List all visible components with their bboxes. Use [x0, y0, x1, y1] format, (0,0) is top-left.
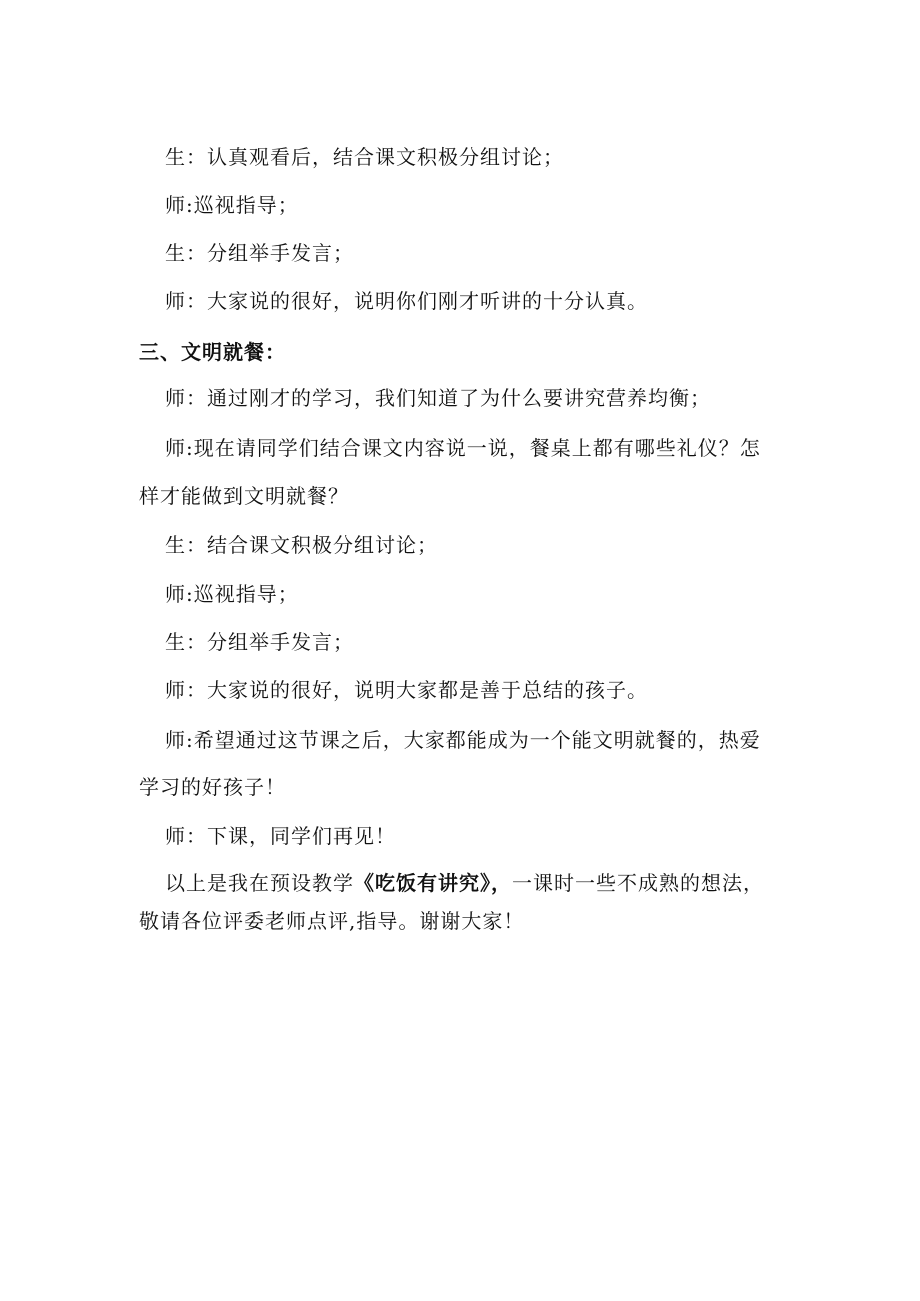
paragraph-line: 生：结合课文积极分组讨论；: [165, 533, 438, 557]
closing-line: 敬请各位评委老师点评,指导。谢谢大家！: [139, 909, 525, 933]
paragraph-line: 生：分组举手发言；: [165, 630, 354, 654]
section-heading: 三、文明就餐：: [139, 340, 286, 364]
lesson-title: 《吃饭有讲究》，: [354, 871, 512, 895]
paragraph-line: 学习的好孩子！: [139, 775, 286, 799]
closing-suffix: 一课时一些不成熟的想法，: [512, 871, 764, 895]
paragraph-line: 师：大家说的很好，说明你们刚才听讲的十分认真。: [165, 289, 648, 313]
closing-paragraph: [165, 871, 764, 895]
closing-prefix: 以上是我在预设教学: [165, 871, 354, 895]
paragraph-line: 生：认真观看后，结合课文积极分组讨论；: [165, 145, 564, 169]
paragraph-line: 生：分组举手发言；: [165, 241, 354, 265]
paragraph-line: 师:现在请同学们结合课文内容说一说，餐桌上都有哪些礼仪？怎: [165, 436, 761, 460]
paragraph-line: 师：大家说的很好，说明大家都是善于总结的孩子。: [165, 678, 648, 702]
paragraph-line: 师：通过刚才的学习，我们知道了为什么要讲究营养均衡；: [165, 386, 711, 410]
paragraph-line: 师:巡视指导；: [165, 582, 299, 606]
paragraph-line: 样才能做到文明就餐？: [139, 484, 349, 508]
paragraph-line: 师:希望通过这节课之后，大家都能成为一个能文明就餐的，热爱: [165, 728, 761, 752]
paragraph-line: 师:巡视指导；: [165, 193, 299, 217]
paragraph-line: 师：下课，同学们再见！: [165, 824, 396, 848]
